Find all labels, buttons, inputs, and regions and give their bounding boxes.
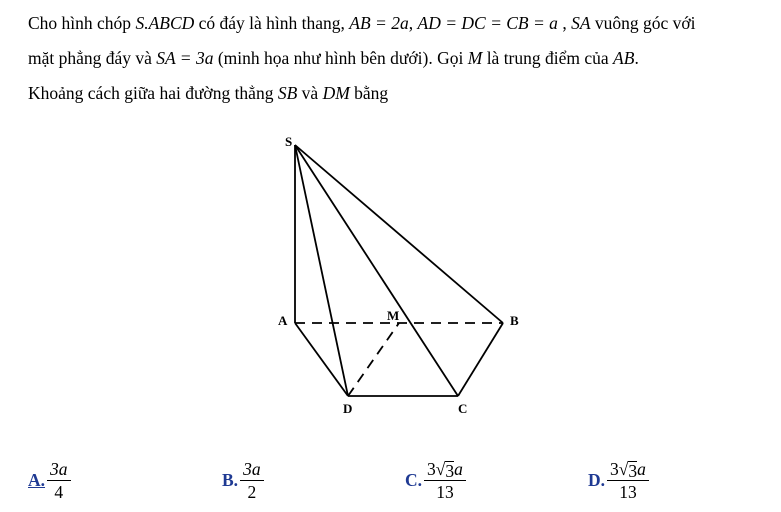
pyramid-figure bbox=[270, 128, 530, 428]
choice-a[interactable] bbox=[28, 452, 71, 508]
problem-line-3: Khoảng cách giữa hai đường thẳng SB và DM bằng bbox=[28, 83, 389, 103]
label-s: S bbox=[285, 134, 293, 149]
choice-d-letter: D. bbox=[588, 469, 606, 490]
choice-d[interactable] bbox=[588, 452, 649, 508]
label-b: B bbox=[510, 313, 519, 328]
choice-c-letter: C. bbox=[405, 469, 423, 490]
problem-statement bbox=[28, 6, 773, 111]
problem-line-2: mặt phẳng đáy và SA = 3a (minh họa như hình bên dưới). Gọi M là trung điểm của AB. bbox=[28, 48, 639, 68]
edge-dm-hidden bbox=[348, 323, 399, 396]
sqrt-symbol: √ 3 bbox=[618, 458, 638, 481]
problem-line-1: Cho hình chóp S.ABCD có đáy là hình thang, AB = 2a, AD = DC = CB = a , SA vuông góc với bbox=[28, 13, 696, 33]
label-a: A bbox=[278, 313, 288, 328]
choice-a-fraction: $\frac{3a}{4}$ bbox=[47, 458, 71, 503]
choice-b[interactable] bbox=[222, 452, 264, 508]
label-c: C bbox=[458, 401, 468, 416]
label-d: D bbox=[343, 401, 353, 416]
choice-b-fraction: $\frac{3a}{2}$ bbox=[240, 458, 264, 503]
choice-d-fraction: 3 √ 3 a 13 bbox=[607, 458, 649, 503]
sqrt-symbol: √ 3 bbox=[435, 458, 455, 481]
edge-sc bbox=[295, 145, 458, 396]
choice-c-fraction: 3 √ 3 a 13 bbox=[424, 458, 466, 503]
choice-a-letter: A. bbox=[28, 469, 46, 490]
choice-c[interactable] bbox=[405, 452, 466, 508]
label-m: M bbox=[387, 308, 400, 323]
edge-cb bbox=[458, 323, 503, 396]
choice-b-letter: B. bbox=[222, 469, 239, 490]
